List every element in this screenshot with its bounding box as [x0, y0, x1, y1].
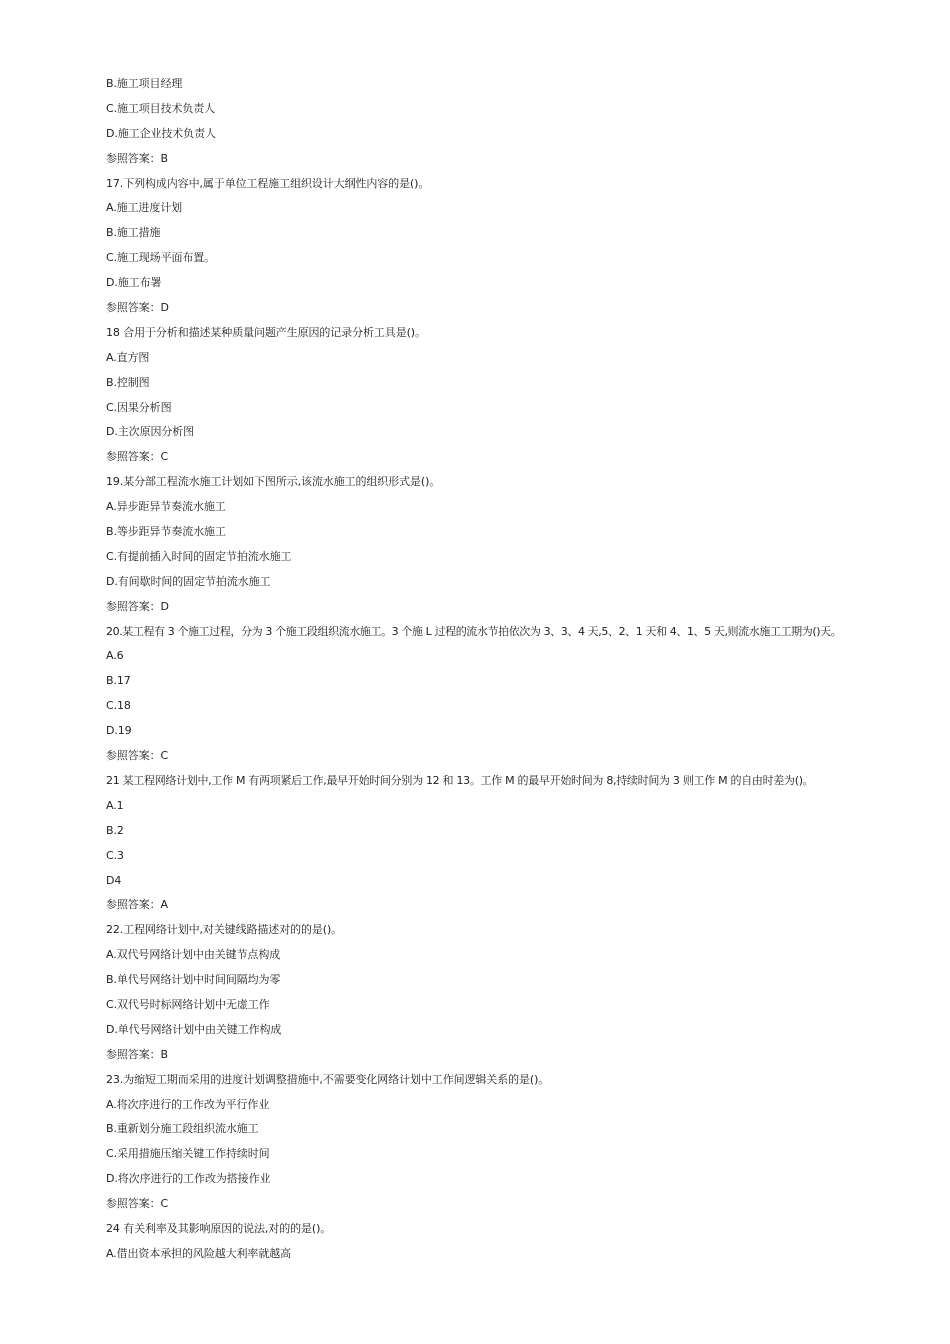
question-line: 18 合用于分析和描述某种质量问题产生原因的记录分析工具是()。: [106, 325, 426, 339]
text-line: C.施工现场平面布置。: [106, 251, 216, 265]
question-line: 24 有关利率及其影响原因的说法,对的的是()。: [106, 1221, 332, 1235]
answer-line: 参照答案：C: [106, 749, 169, 763]
text-line: C.18: [106, 699, 131, 713]
text-line: B.2: [106, 823, 124, 837]
text-line: A.6: [106, 649, 124, 663]
text-line: D4: [106, 873, 122, 887]
text-line: C.双代号时标网络计划中无虚工作: [106, 997, 270, 1011]
text-line: C.施工项目技术负责人: [106, 101, 216, 115]
text-line: A.借出资本承担的风险越大利率就越高: [106, 1246, 292, 1260]
text-line: D.主次原因分析图: [106, 425, 195, 439]
text-line: A.将次序进行的工作改为平行作业: [106, 1097, 270, 1111]
question-line: 23.为缩短工期而采用的进度计划调整措施中,不需要变化网络计划中工作间逻辑关系的是()。: [106, 1072, 550, 1086]
text-line: A.1: [106, 798, 124, 812]
question-line: 17.下列构成内容中,属于单位工程施工组织设计大纲性内容的是()。: [106, 176, 430, 190]
text-line: D.施工企业技术负责人: [106, 126, 216, 140]
text-line: D.将次序进行的工作改为搭接作业: [106, 1172, 271, 1186]
text-line: D.单代号网络计划中由关键工作构成: [106, 1022, 282, 1036]
text-line: B.单代号网络计划中时间间隔均为零: [106, 973, 281, 987]
question-line: 21 某工程网络计划中,工作 M 有两项紧后工作,最早开始时间分别为 12 和 13。工作 M 的最早开始时间为 8,持续时间为 3 则工作 M 的自由时差为()。: [106, 773, 814, 787]
text-line: C.3: [106, 848, 124, 862]
text-line: B.施工项目经理: [106, 77, 183, 90]
answer-line: 参照答案：A: [106, 898, 168, 912]
question-line: 19.某分部工程流水施工计划如下图所示,该流水施工的组织形式是()。: [106, 475, 441, 489]
answer-line: 参照答案：C: [106, 1197, 169, 1211]
answer-line: 参照答案：B: [106, 1047, 168, 1061]
text-line: A.异步距异节奏流水施工: [106, 500, 226, 514]
answer-line: 参照答案：C: [106, 450, 169, 464]
text-line: C.因果分析图: [106, 400, 172, 414]
text-line: C.采用措施压缩关键工作持续时间: [106, 1147, 270, 1161]
text-line: D.有间歇时间的固定节拍流水施工: [106, 574, 271, 588]
text-line: C.有提前插入时间的固定节拍流水施工: [106, 549, 292, 563]
question-line: 20.某工程有 3 个施工过程，分为 3 个施工段组织流水施工。3 个施 L 过程的流水节拍依次为 3、3、4 天,5、2、1 天和 4、1、5 天,则流水施工工期为()天。: [106, 624, 842, 638]
answer-line: 参照答案：B: [106, 151, 168, 165]
text-line: A.施工进度计划: [106, 201, 183, 215]
text-line: B.施工措施: [106, 226, 161, 240]
text-line: A.直方图: [106, 350, 150, 364]
text-line: B.控制图: [106, 375, 150, 389]
answer-line: 参照答案：D: [106, 599, 169, 613]
question-line: 22.工程网络计划中,对关键线路描述对的的是()。: [106, 923, 343, 937]
text-line: B.17: [106, 674, 131, 688]
text-line: A.双代号网络计划中由关键节点构成: [106, 948, 281, 962]
text-line: D.施工布署: [106, 276, 162, 290]
text-line: B.重新划分施工段组织流水施工: [106, 1122, 259, 1136]
text-line: B.等步距异节奏流水施工: [106, 525, 226, 539]
text-line: D.19: [106, 724, 132, 738]
document-page: [106, 72, 926, 1267]
answer-line: 参照答案：D: [106, 301, 169, 315]
